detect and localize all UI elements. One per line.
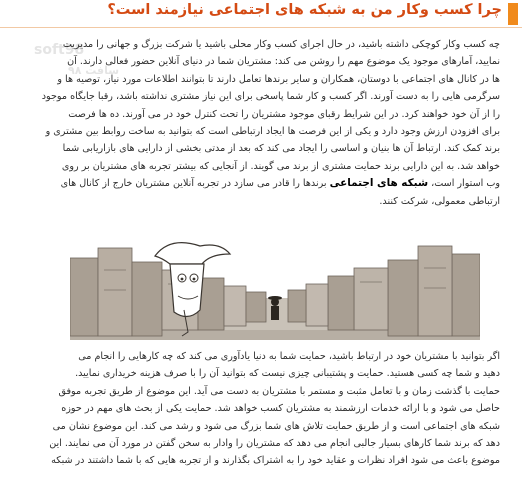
- section-title: چرا کسب وکار من به شبکه های اجتماعی نیازمند است؟: [107, 2, 502, 18]
- paragraph-line: اگر بتوانید با مشتریان خود در ارتباط باشید، حمایت شما به دنیا یادآوری می کند که چه کارهایی را انجام می: [78, 351, 500, 362]
- header-accent-bar: [508, 3, 518, 25]
- paragraph-line: را از آن خود خواهند کرد. در این شرایط رقبای موجود مشتریان را تحت کنترل خود در می آورند. ده ها فرصت: [68, 108, 500, 120]
- paragraph-line: حاصل می شود و با ارائه خدمات ارزشمند به مشتریان کسب خواهد شد. حمایت یکی از بحث های مهم در حوزه: [61, 403, 500, 415]
- section-header: [0, 0, 522, 30]
- paragraph-line-with-keyword: [22, 175, 500, 192]
- watermark-text: soft98: [34, 42, 85, 58]
- paragraph-fragment: برندها را قادر می سازد در تجربه آنلاین مشتریان خارج از کانال های: [60, 178, 327, 190]
- paragraph-line: سرگرمی هایی را به دست آورند. اگر کسب و کار شما پاسخی برای این نیاز مشتری نداشته باشد، رقبا جایگاه موجود: [41, 91, 500, 103]
- paragraph-support: [22, 348, 500, 470]
- paragraph-line: دهد که برند شما کارهای بسیار جالبی انجام می دهد که مشتریان را وادار به سخن گفتن در مورد آن می نمایند. این: [49, 438, 500, 450]
- paragraph-line: حمایت با گذشت زمان و با تعامل مثبت و مستمر با مشتریان به دست می آید. این موضوع از طریق تجربه موفق: [58, 385, 500, 397]
- paragraph-line: برای افزودن ارزش وجود دارد و یکی از این فرصت ها ایجاد ارتباطی است که بتوانید به ساخت روابط بین مشتری و: [45, 126, 500, 138]
- western-town-illustration: [70, 240, 480, 340]
- paragraph-line: ها در کانال های اجتماعی با دوستان، همکاران و سایر برندها تعامل دارند تا بتوانند اطلاعات مورد نیاز، توصیه ها و: [57, 73, 500, 85]
- paragraph-line: ارتباطی معمولی، شرکت کنند.: [379, 195, 500, 207]
- paragraph-intro: [22, 36, 500, 210]
- watermark-subtext: سافت ۹۸: [68, 64, 120, 77]
- header-divider: [0, 27, 522, 28]
- paragraph-line: نمایید، آمارهای موجود یک موضوع مهم را روشن می کند: مشتریان شما در دنیای آنلاین حضور فعالی دارند. آن: [67, 56, 500, 68]
- paragraph-fragment: وب استوار است،: [431, 178, 500, 190]
- paragraph-line: شبکه های اجتماعی است و از طریق حمایت تلاش های شما بزرگ می شود و رشد می کند. این موضوع نشان می: [52, 420, 500, 432]
- paragraph-line: برند کمک کند. ارتباط آن ها بنیان و اساسی را ایجاد می کند که بعد از مدتی بخشی از دارایی های بازاریابی شما: [62, 143, 500, 155]
- keyword-social-networks: شبکه های اجتماعی: [329, 177, 429, 190]
- paragraph-line: چه کسب وکار کوچکی داشته باشید، در حال اجرای کسب وکار محلی باشید یا شرکت بزرگ و جهانی را مدیریت: [62, 39, 500, 50]
- paragraph-line: موضوع باعث می شود افراد نظرات و عقاید خود را به اشتراک بگذارند و از تجربه هایی که با شما داشتند در شبکه: [51, 455, 500, 467]
- paragraph-line: دهید و شما چه کسی هستید. حمایت و پشتیبانی چیزی نیست که بتوانید آن را با صرف هزینه خریداری نمایید.: [75, 368, 500, 380]
- paragraph-line: خواهد شد. به این دارایی برند حمایت مشتری از برند می گویند. از آنجایی که بیشتر تجربه های مشتریان بر روی: [61, 160, 500, 172]
